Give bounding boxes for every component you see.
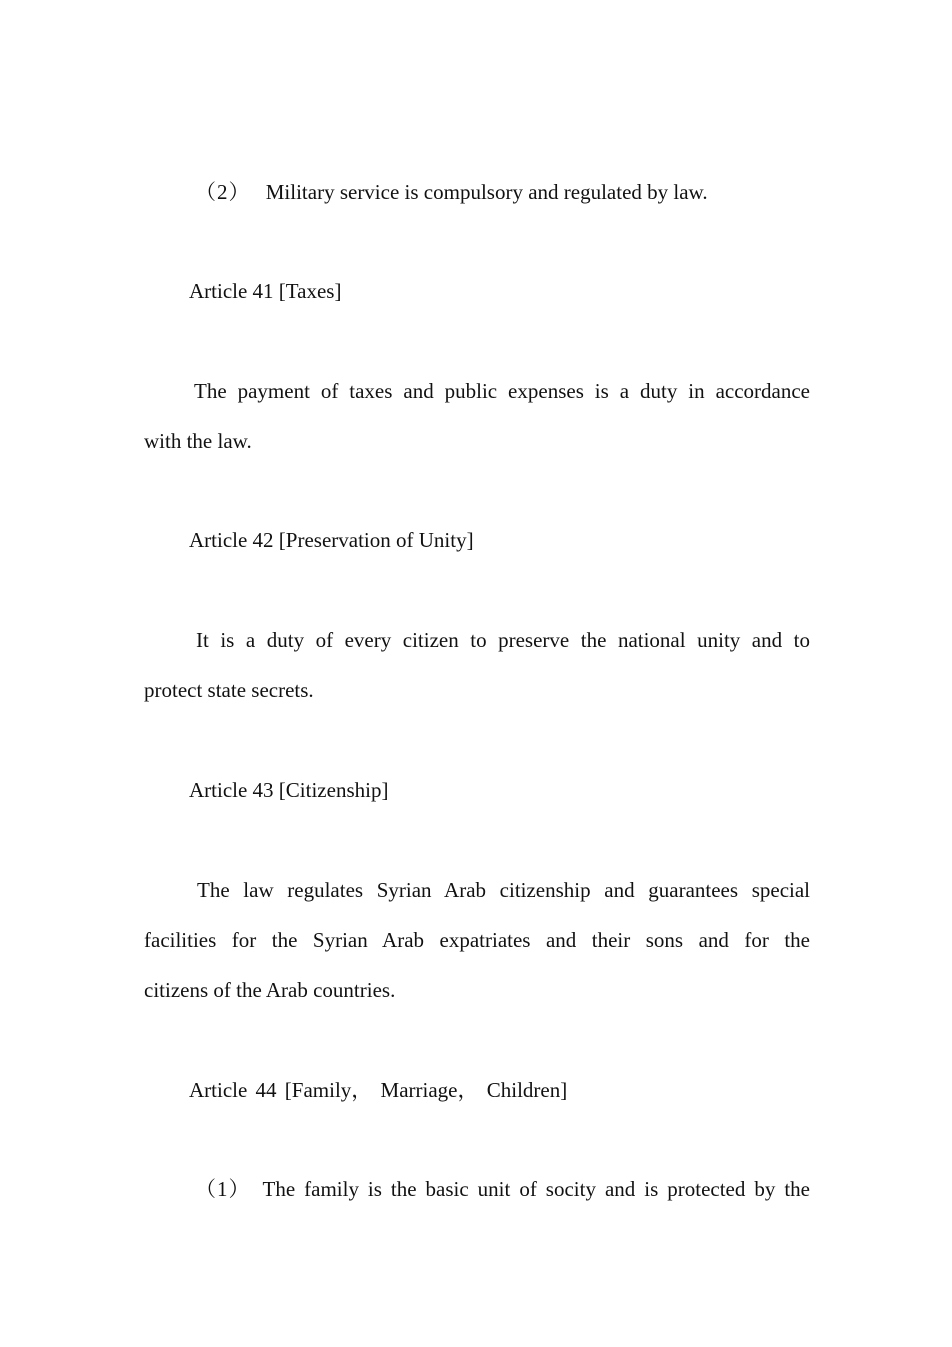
paragraph-line: The payment of taxes and public expenses is a duty in accordance	[194, 379, 810, 403]
article-heading: Article 44 [Family， Marriage， Children]	[189, 1078, 568, 1102]
article-heading: Article 43 [Citizenship]	[189, 778, 389, 802]
paragraph-text: Military service is compulsory and regulated by law.	[265, 180, 708, 204]
article-heading: Article 42 [Preservation of Unity]	[189, 528, 474, 552]
list-item-2	[195, 179, 708, 205]
paragraph-line: with the law.	[144, 429, 252, 453]
paragraph-line: citizens of the Arab countries.	[144, 978, 396, 1002]
list-marker: （1）	[195, 1177, 251, 1201]
article-heading: Article 41 [Taxes]	[189, 279, 342, 303]
paragraph-line: It is a duty of every citizen to preserve the national unity and to	[196, 628, 810, 652]
list-item-1	[195, 1176, 810, 1202]
paragraph-line: facilities for the Syrian Arab expatriates and their sons and for the	[144, 928, 810, 952]
list-marker: （2）	[195, 180, 251, 204]
paragraph-text: The family is the basic unit of socity and is protected by the	[262, 1177, 810, 1201]
paragraph-line: The law regulates Syrian Arab citizenship and guarantees special	[197, 878, 810, 902]
paragraph-line: protect state secrets.	[144, 678, 314, 702]
